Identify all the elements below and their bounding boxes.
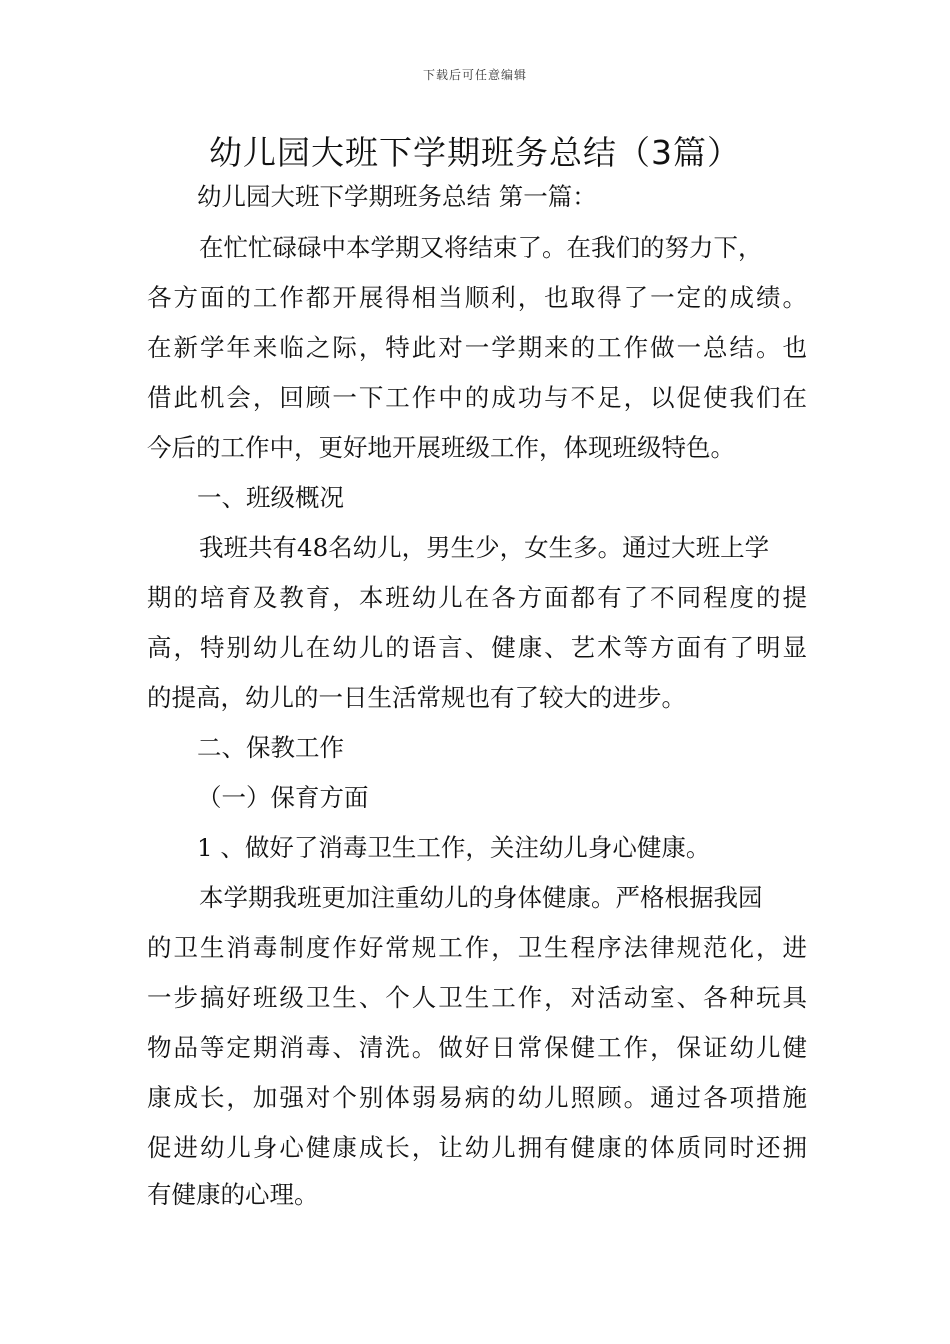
- paragraph-line: 在忙忙碌碌中本学期又将结束了。在我们的努力下，: [199, 233, 763, 262]
- paragraph-line: 的卫生消毒制度作好常规工作，卫生程序法律规范化，进: [147, 933, 807, 962]
- section-heading: 一、班级概况: [197, 483, 344, 512]
- paragraph-line: 本学期我班更加注重幼儿的身体健康。严格根据我园: [199, 883, 763, 912]
- paragraph-line: 期的培育及教育，本班幼儿在各方面都有了不同程度的提: [147, 583, 807, 612]
- paragraph-line: 促进幼儿身心健康成长，让幼儿拥有健康的体质同时还拥: [147, 1133, 807, 1162]
- paragraph-line: 在新学年来临之际，特此对一学期来的工作做一总结。也: [147, 333, 807, 362]
- document-title: 幼儿园大班下学期班务总结（3篇）: [209, 133, 741, 172]
- subsection-heading: （一）保育方面: [197, 783, 369, 812]
- paragraph-line: 我班共有48名幼儿，男生少，女生多。通过大班上学: [199, 533, 770, 562]
- paragraph-line: 的提高，幼儿的一日生活常规也有了较大的进步。: [147, 683, 686, 712]
- header-note: 下载后可任意编辑: [422, 68, 527, 82]
- paragraph-line: 今后的工作中，更好地开展班级工作，体现班级特色。: [147, 433, 735, 462]
- paragraph-line: 各方面的工作都开展得相当顺利，也取得了一定的成绩。: [147, 283, 807, 312]
- list-item-heading: 1 、做好了消毒卫生工作，关注幼儿身心健康。: [197, 833, 711, 862]
- section-heading: 二、保教工作: [197, 733, 344, 762]
- paragraph-line: 高，特别幼儿在幼儿的语言、健康、艺术等方面有了明显: [147, 633, 807, 662]
- paragraph-line: 物品等定期消毒、清洗。做好日常保健工作，保证幼儿健: [147, 1033, 807, 1062]
- paragraph-line: 康成长，加强对个别体弱易病的幼儿照顾。通过各项措施: [147, 1083, 807, 1112]
- paragraph-line: 借此机会，回顾一下工作中的成功与不足，以促使我们在: [147, 383, 807, 412]
- section-subtitle: 幼儿园大班下学期班务总结 第一篇：: [197, 182, 597, 211]
- paragraph-line: 有健康的心理。: [147, 1180, 319, 1209]
- paragraph-line: 一步搞好班级卫生、个人卫生工作，对活动室、各种玩具: [147, 983, 807, 1012]
